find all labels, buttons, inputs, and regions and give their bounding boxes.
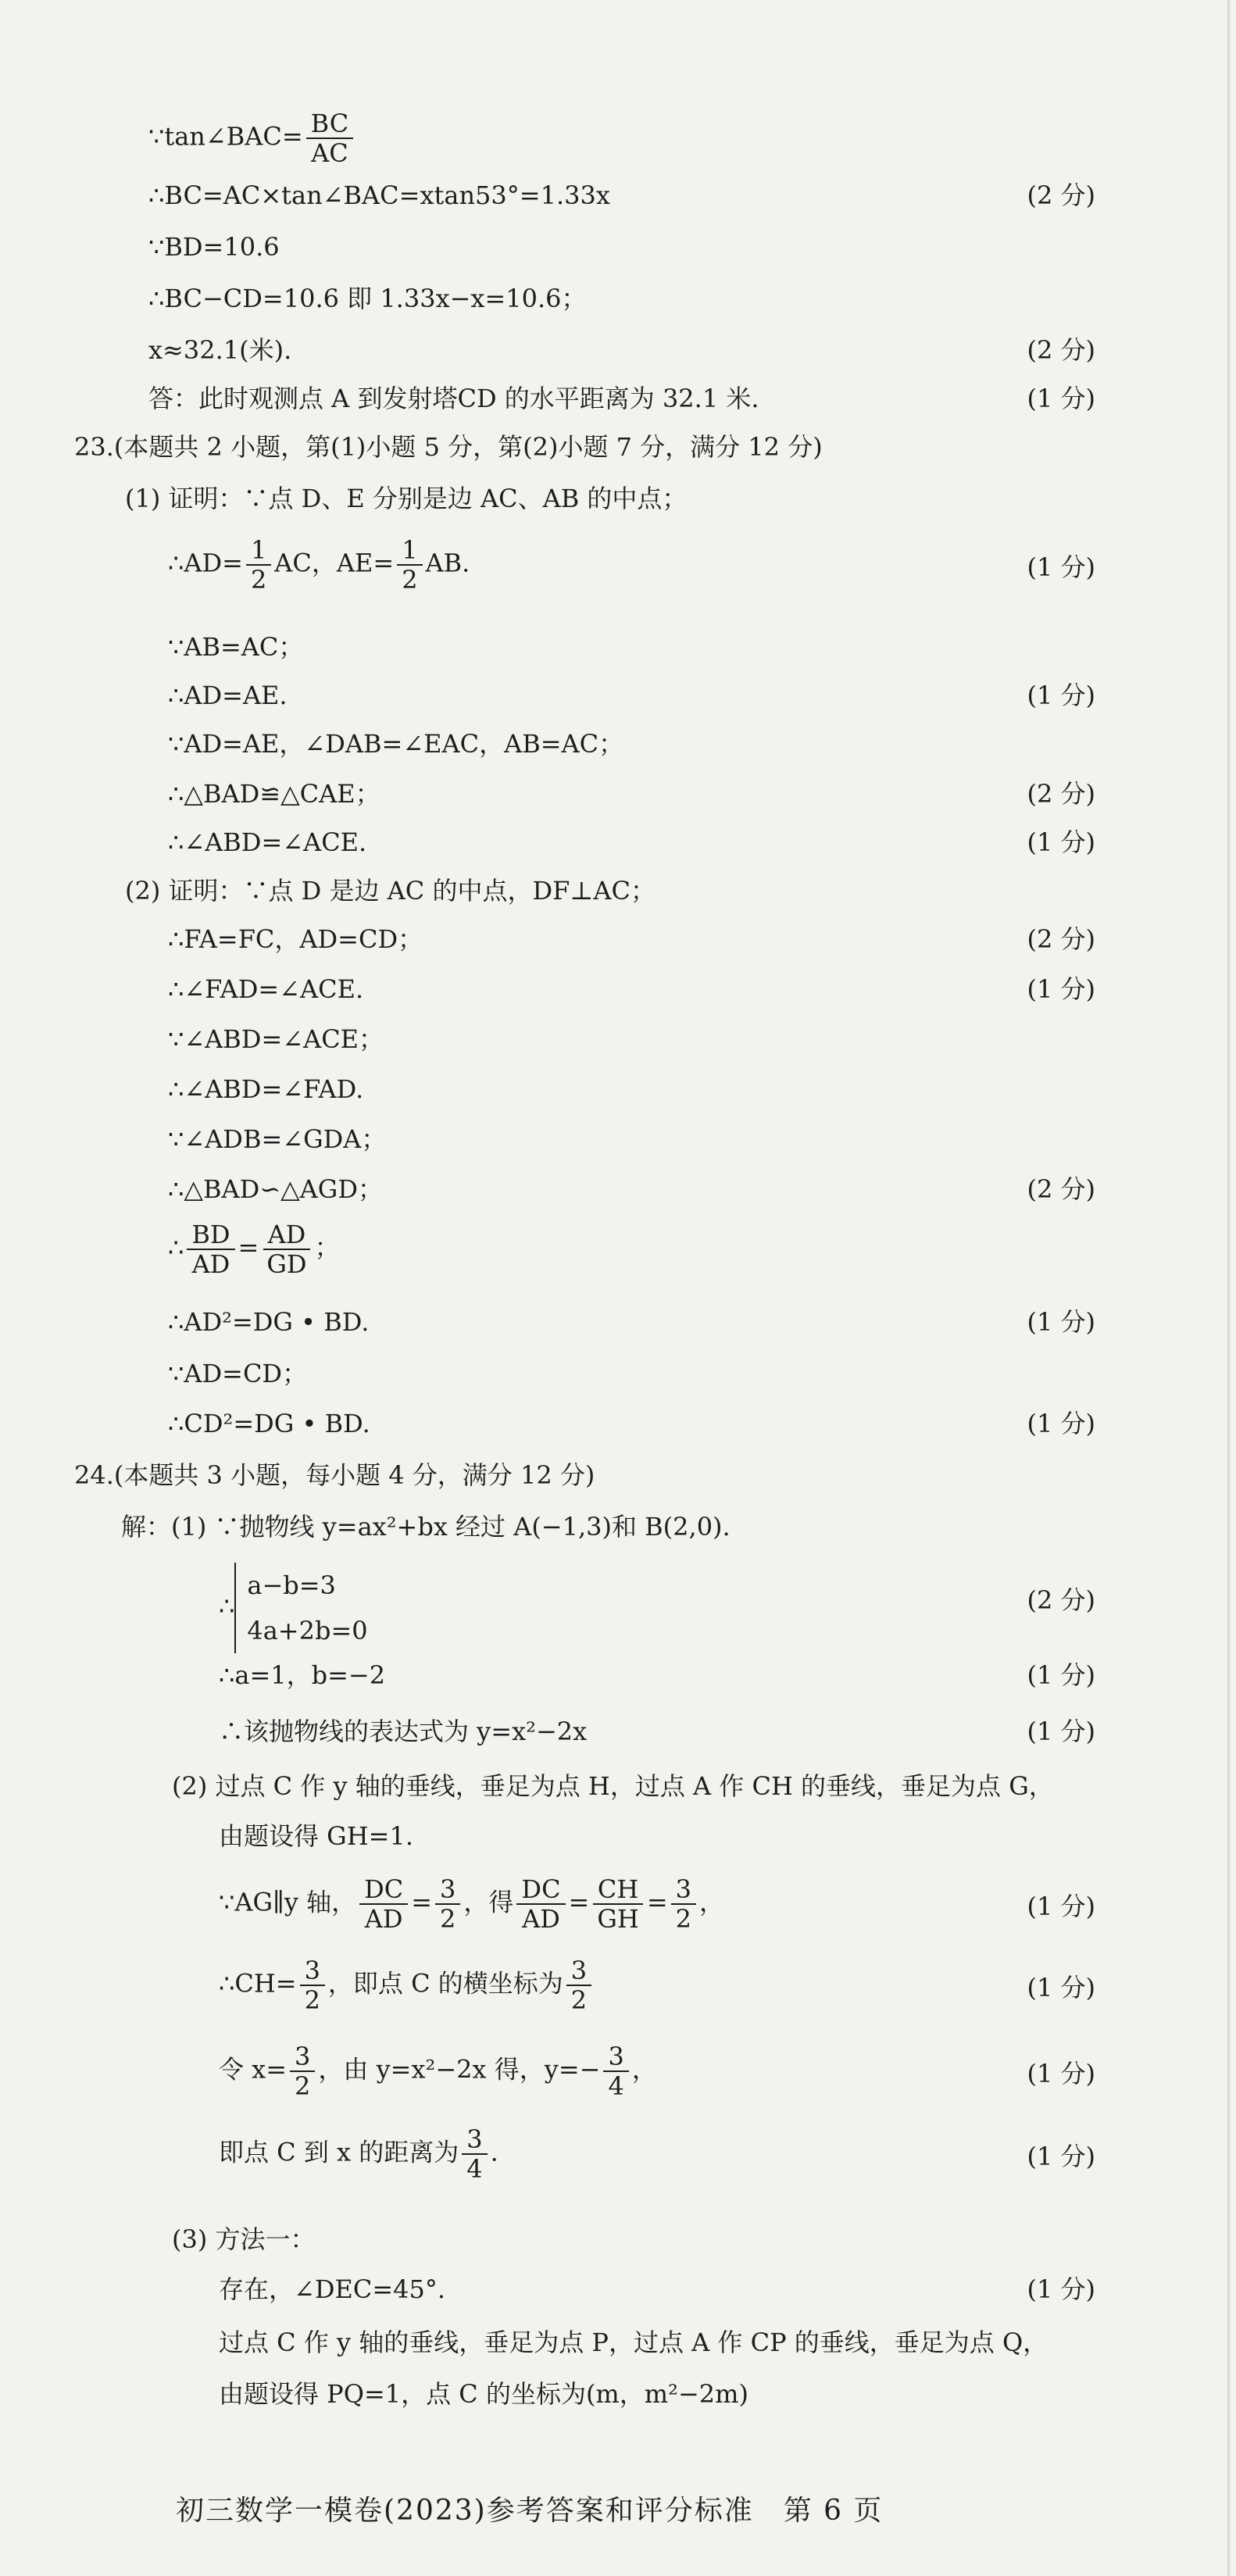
score-label: (1 分) bbox=[1027, 681, 1095, 710]
score-label: (2 分) bbox=[1027, 335, 1095, 365]
q24-parabola-expression: ∴该抛物线的表达式为 y=x²−2x bbox=[219, 1717, 588, 1746]
q24-part3-method: (3) 方法一： bbox=[172, 2224, 316, 2254]
question-23-header: 23.(本题共 2 小题，第(1)小题 5 分，第(2)小题 7 分，满分 12 分) bbox=[74, 432, 823, 462]
score-label: (2 分) bbox=[1027, 779, 1095, 809]
q23-congruence-conditions: ∵AD=AE，∠DAB=∠EAC，AB=AC； bbox=[168, 729, 624, 759]
q24-ch-value: ∴CH= $\frac{3}{2}$ ，即点 C 的横坐标为 $\frac{3}{2}$ bbox=[219, 1956, 595, 2014]
score-label: (1 分) bbox=[1027, 1892, 1095, 1921]
score-label: (1 分) bbox=[1027, 384, 1095, 413]
score-label: (1 分) bbox=[1027, 1973, 1095, 2003]
q24-gh-value: 由题设得 GH=1. bbox=[219, 1821, 413, 1851]
fraction-bd-ad: $\frac{BD}{AD}$ bbox=[187, 1220, 234, 1278]
page-footer: 初三数学一模卷(2023)参考答案和评分标准 第 6 页 bbox=[176, 2495, 884, 2527]
score-label: (2 分) bbox=[1027, 1585, 1095, 1615]
fraction-three-quarter: $\frac{3}{4}$ bbox=[603, 2042, 628, 2100]
q24-ratio-step: ∵AG∥y 轴， $\frac{DC}{AD}$ = $\frac{3}{2}$ ，得 $\frac{DC}{AD}$ = $\frac{CH}{GH}$ = $\frac{3}{2}$ ， bbox=[219, 1874, 725, 1934]
q24-part2-construction: (2) 过点 C 作 y 轴的垂线，垂足为点 H，过点 A 作 CH 的垂线，垂足为点 G， bbox=[172, 1771, 1054, 1801]
score-label: (1 分) bbox=[1027, 2059, 1095, 2088]
q23-part1-premise: (1) 证明：∵点 D、E 分别是边 AC、AB 的中点； bbox=[125, 484, 688, 513]
step-bc-expression: ∴BC=AC×tan∠BAC=xtan53°=1.33x bbox=[148, 180, 610, 210]
fraction-bc-ac: $\frac{BC}{AC}$ bbox=[306, 109, 354, 167]
q23-part2-premise: (2) 证明：∵点 D 是边 AC 的中点，DF⊥AC； bbox=[125, 876, 656, 906]
q23-angle-abd-ace: ∵∠ABD=∠ACE； bbox=[168, 1024, 384, 1054]
score-label: (1 分) bbox=[1027, 552, 1095, 582]
score-label: (1 分) bbox=[1027, 1660, 1095, 1690]
q23-angle-equality: ∴∠ABD=∠ACE. bbox=[168, 827, 367, 857]
equation-brace: a−b=3 4a+2b=0 bbox=[234, 1563, 367, 1653]
score-label: (1 分) bbox=[1027, 974, 1095, 1004]
fraction-dc-ad: $\frac{DC}{AD}$ bbox=[359, 1875, 408, 1933]
fraction-three-half: $\frac{3}{2}$ bbox=[566, 1956, 591, 2014]
fraction-three-half: $\frac{3}{2}$ bbox=[290, 2042, 315, 2100]
fraction-one-half: $\frac{1}{2}$ bbox=[397, 536, 422, 594]
score-label: (1 分) bbox=[1027, 1717, 1095, 1746]
score-label: (1 分) bbox=[1027, 2274, 1095, 2304]
q23-angle-fad: ∴∠FAD=∠ACE. bbox=[168, 974, 364, 1004]
q23-congruent-triangles: ∴△BAD≌△CAE； bbox=[168, 779, 380, 809]
fraction-dc-ad: $\frac{DC}{AD}$ bbox=[516, 1875, 565, 1933]
step-tan-ratio: ∵tan∠BAC= $\frac{BC}{AC}$ bbox=[148, 109, 356, 167]
q23-angle-abd-fad: ∴∠ABD=∠FAD. bbox=[168, 1074, 364, 1104]
q23-ad-squared: ∴AD²=DG • BD. bbox=[168, 1307, 370, 1337]
step-bd-value: ∵BD=10.6 bbox=[148, 232, 280, 262]
score-label: (2 分) bbox=[1027, 180, 1095, 210]
q24-part3-construction: 过点 C 作 y 轴的垂线，垂足为点 P，过点 A 作 CP 的垂线，垂足为点 Q， bbox=[219, 2328, 1048, 2357]
score-label: (2 分) bbox=[1027, 1174, 1095, 1204]
fraction-three-half: $\frac{3}{2}$ bbox=[671, 1875, 696, 1933]
score-label: (1 分) bbox=[1027, 2142, 1095, 2171]
question-24-header: 24.(本题共 3 小题，每小题 4 分，满分 12 分) bbox=[74, 1460, 595, 1490]
score-label: (1 分) bbox=[1027, 827, 1095, 857]
score-label: (2 分) bbox=[1027, 924, 1095, 954]
fraction-three-half: $\frac{3}{2}$ bbox=[435, 1875, 460, 1933]
q24-equation-system: ∴ a−b=3 4a+2b=0 bbox=[219, 1563, 368, 1653]
q23-ab-eq-ac: ∵AB=AC； bbox=[168, 632, 304, 662]
q24-angle-dec: 存在，∠DEC=45°. bbox=[219, 2274, 446, 2304]
q24-coefficients: ∴a=1，b=−2 bbox=[219, 1660, 386, 1690]
q23-angle-adb-gda: ∵∠ADB=∠GDA； bbox=[168, 1124, 387, 1154]
q23-ratio: ∴ $\frac{BD}{AD}$ = $\frac{AD}{GD}$ ； bbox=[168, 1220, 340, 1279]
q24-distance-to-x-axis: 即点 C 到 x 的距离为 $\frac{3}{4}$ . bbox=[219, 2124, 498, 2184]
q23-fa-fc: ∴FA=FC，AD=CD； bbox=[168, 924, 423, 954]
fraction-ch-gh: $\frac{CH}{GH}$ bbox=[592, 1875, 643, 1933]
step-x-result: x≈32.1(米). bbox=[148, 335, 292, 365]
score-label: (1 分) bbox=[1027, 1409, 1095, 1438]
q24-part1-premise: 解：(1) ∵抛物线 y=ax²+bx 经过 A(−1,3)和 B(2,0). bbox=[121, 1512, 731, 1542]
q24-y-value: 令 x= $\frac{3}{2}$ ，由 y=x²−2x 得，y=− $\frac{3}{4}$ ， bbox=[219, 2042, 657, 2101]
answer-statement: 答：此时观测点 A 到发射塔CD 的水平距离为 32.1 米. bbox=[148, 384, 759, 413]
q23-similar-triangles: ∴△BAD∽△AGD； bbox=[168, 1174, 384, 1204]
fraction-ad-gd: $\frac{AD}{GD}$ bbox=[262, 1220, 311, 1278]
q23-cd-squared: ∴CD²=DG • BD. bbox=[168, 1409, 370, 1438]
fraction-three-half: $\frac{3}{2}$ bbox=[300, 1956, 325, 2014]
q23-midpoint-halves: ∴AD= $\frac{1}{2}$ AC，AE= $\frac{1}{2}$ AB. bbox=[168, 535, 470, 595]
q23-ad-eq-cd: ∵AD=CD； bbox=[168, 1359, 308, 1388]
q23-ad-eq-ae: ∴AD=AE. bbox=[168, 681, 288, 710]
page-edge-shadow bbox=[1227, 0, 1230, 2576]
fraction-one-half: $\frac{1}{2}$ bbox=[246, 536, 271, 594]
step-equation: ∴BC−CD=10.6 即 1.33x−x=10.6； bbox=[148, 284, 587, 313]
fraction-three-quarter: $\frac{3}{4}$ bbox=[462, 2125, 487, 2183]
q24-point-c-coordinates: 由题设得 PQ=1，点 C 的坐标为(m，m²−2m) bbox=[219, 2379, 748, 2409]
score-label: (1 分) bbox=[1027, 1307, 1095, 1337]
